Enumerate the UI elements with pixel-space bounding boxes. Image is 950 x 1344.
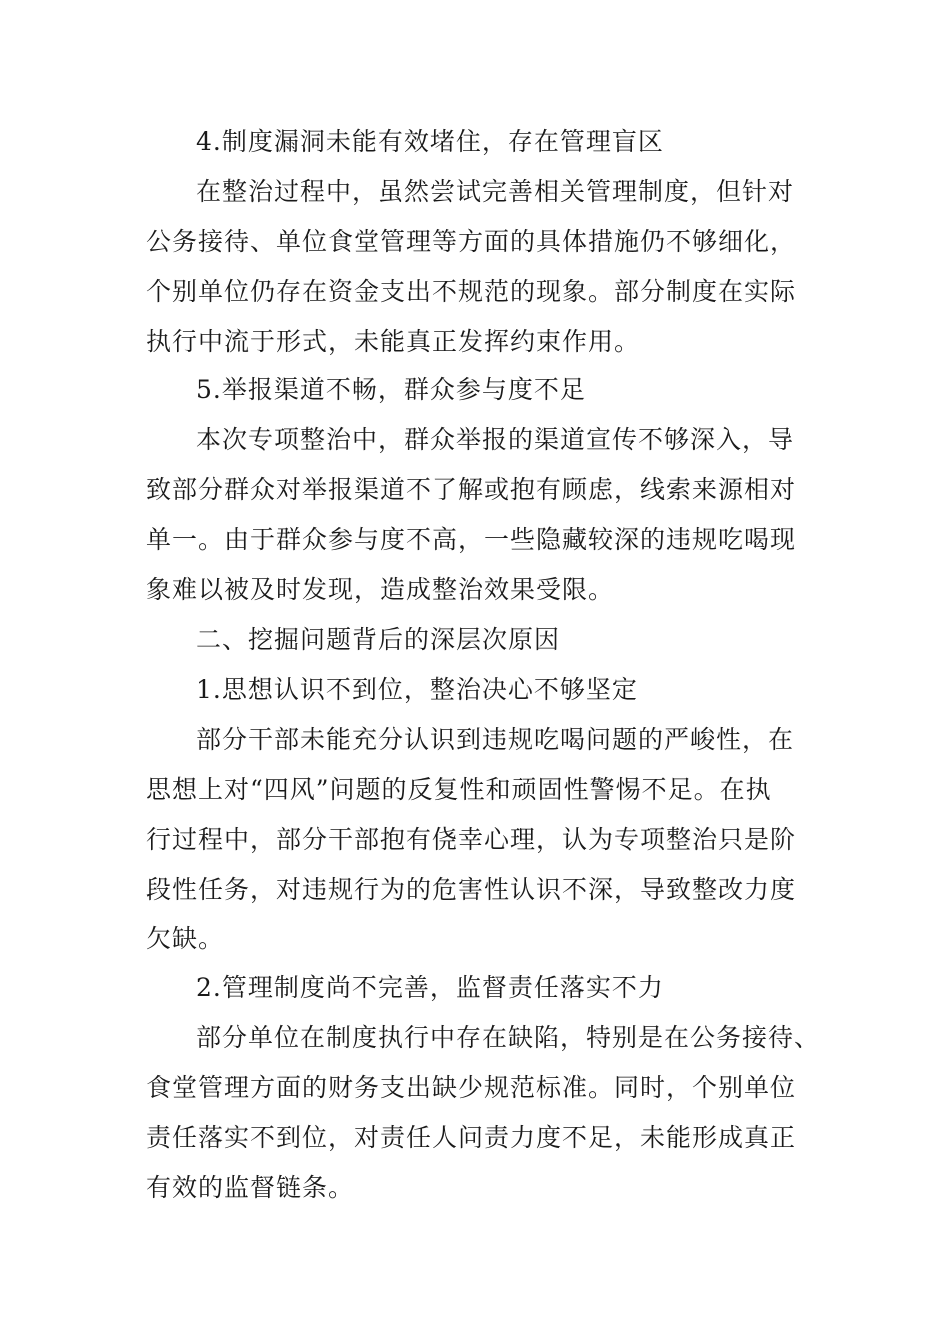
section-heading: 2.管理制度尚不完善，监督责任落实不力 xyxy=(196,973,664,1002)
section-heading: 5.举报渠道不畅，群众参与度不足 xyxy=(196,375,586,404)
paragraph-line: 致部分群众对举报渠道不了解或抱有顾虑，线索来源相对 xyxy=(146,475,797,504)
paragraph-line: 公务接待、单位食堂管理等方面的具体措施仍不够细化， xyxy=(146,227,797,256)
paragraph-line: 部分单位在制度执行中存在缺陷，特别是在公务接待、 xyxy=(196,1023,821,1052)
paragraph-line: 在整治过程中，虽然尝试完善相关管理制度，但针对 xyxy=(196,177,795,206)
paragraph-line: 执行中流于形式，未能真正发挥约束作用。 xyxy=(146,327,641,356)
paragraph-line: 单一。由于群众参与度不高，一些隐藏较深的违规吃喝现 xyxy=(146,525,797,554)
paragraph-line: 象难以被及时发现，造成整治效果受限。 xyxy=(146,575,615,604)
paragraph-line: 责任落实不到位，对责任人问责力度不足，未能形成真正 xyxy=(146,1123,797,1152)
paragraph-line: 思想上对“四风”问题的反复性和顽固性警惕不足。在执 xyxy=(146,775,772,804)
section-heading: 1.思想认识不到位，整治决心不够坚定 xyxy=(196,675,638,704)
paragraph-line: 行过程中，部分干部抱有侥幸心理，认为专项整治只是阶 xyxy=(146,825,797,854)
section-heading: 4.制度漏洞未能有效堵住，存在管理盲区 xyxy=(196,127,664,156)
paragraph-line: 欠缺。 xyxy=(146,924,225,953)
part-heading: 二、挖掘问题背后的深层次原因 xyxy=(196,625,561,654)
paragraph-line: 食堂管理方面的财务支出缺少规范标准。同时，个别单位 xyxy=(146,1073,797,1102)
paragraph-line: 有效的监督链条。 xyxy=(146,1173,355,1202)
paragraph-line: 本次专项整治中，群众举报的渠道宣传不够深入，导 xyxy=(196,425,795,454)
paragraph-line: 段性任务，对违规行为的危害性认识不深，导致整改力度 xyxy=(146,875,797,904)
paragraph-line: 部分干部未能充分认识到违规吃喝问题的严峻性，在 xyxy=(196,725,795,754)
paragraph-line: 个别单位仍存在资金支出不规范的现象。部分制度在实际 xyxy=(146,277,797,306)
